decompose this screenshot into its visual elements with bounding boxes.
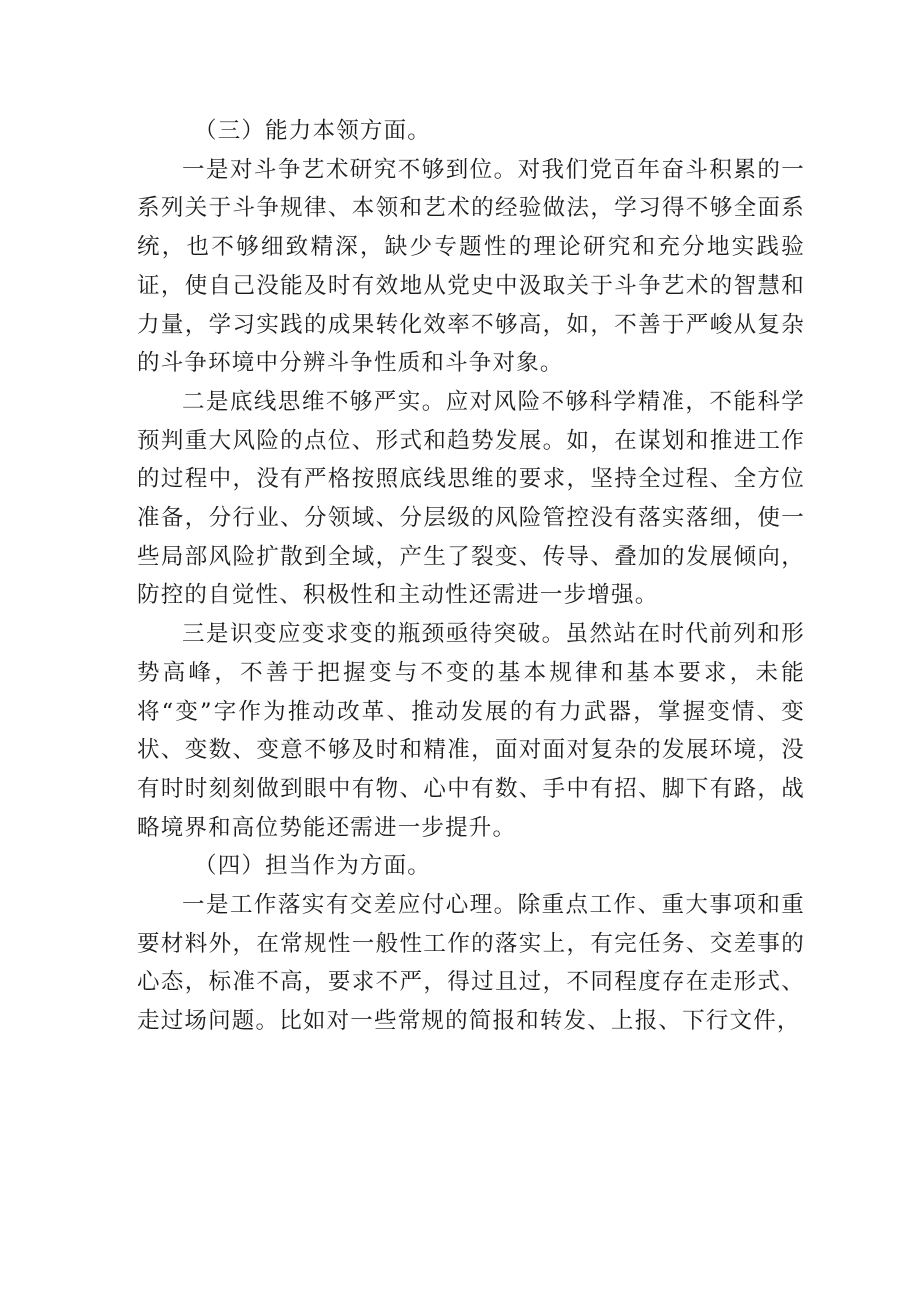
paragraph-bottom-line-thinking: 二是底线思维不够严实。应对风险不够科学精准，不能科学预判重大风险的点位、形式和趋势发展。如，在谋划和推进工作的过程中，没有严格按照底线思维的要求，坚持全过程、全方位准备，分行业、分领域、分层级的风险管控没有落实落细，使一些局部风险扩散到全域，产生了裂变、传导、叠加的发展倾向，防控的自觉性、积极性和主动性还需进一步增强。 <box>137 388 805 609</box>
section-heading-responsibility: （四）担当作为方面。 <box>194 853 432 880</box>
document-body <box>137 112 805 1041</box>
paragraph-work-implementation: 一是工作落实有交差应付心理。除重点工作、重大事项和重要材料外，在常规性一般性工作的落实上，有完任务、交差事的心态，标准不高，要求不严，得过且过，不同程度存在走形式、走过场问题。比如对一些常规的简报和转发、上报、下行文件， <box>137 892 805 1035</box>
section-heading-ability: （三）能力本领方面。 <box>194 118 432 144</box>
paragraph-adapt-to-change: 三是识变应变求变的瓶颈亟待突破。虽然站在时代前列和形势高峰，不善于把握变与不变的基本规律和基本要求，未能将“变”字作为推动改革、推动发展的有力武器，掌握变情、变状、变数、变意不够及时和精准，面对面对复杂的发展环境，没有时时刻刻做到眼中有物、心中有数、手中有招、脚下有路，战略境界和高位势能还需进一步提升。 <box>137 621 805 841</box>
paragraph-struggle-art: 一是对斗争艺术研究不够到位。对我们党百年奋斗积累的一系列关于斗争规律、本领和艺术的经验做法，学习得不够全面系统，也不够细致精深，缺少专题性的理论研究和充分地实践验证，使自己没能及时有效地从党史中汲取关于斗争艺术的智慧和力量，学习实践的成果转化效率不够高，如，不善于严峻从复杂的斗争环境中分辨斗争性质和斗争对象。 <box>137 156 805 377</box>
